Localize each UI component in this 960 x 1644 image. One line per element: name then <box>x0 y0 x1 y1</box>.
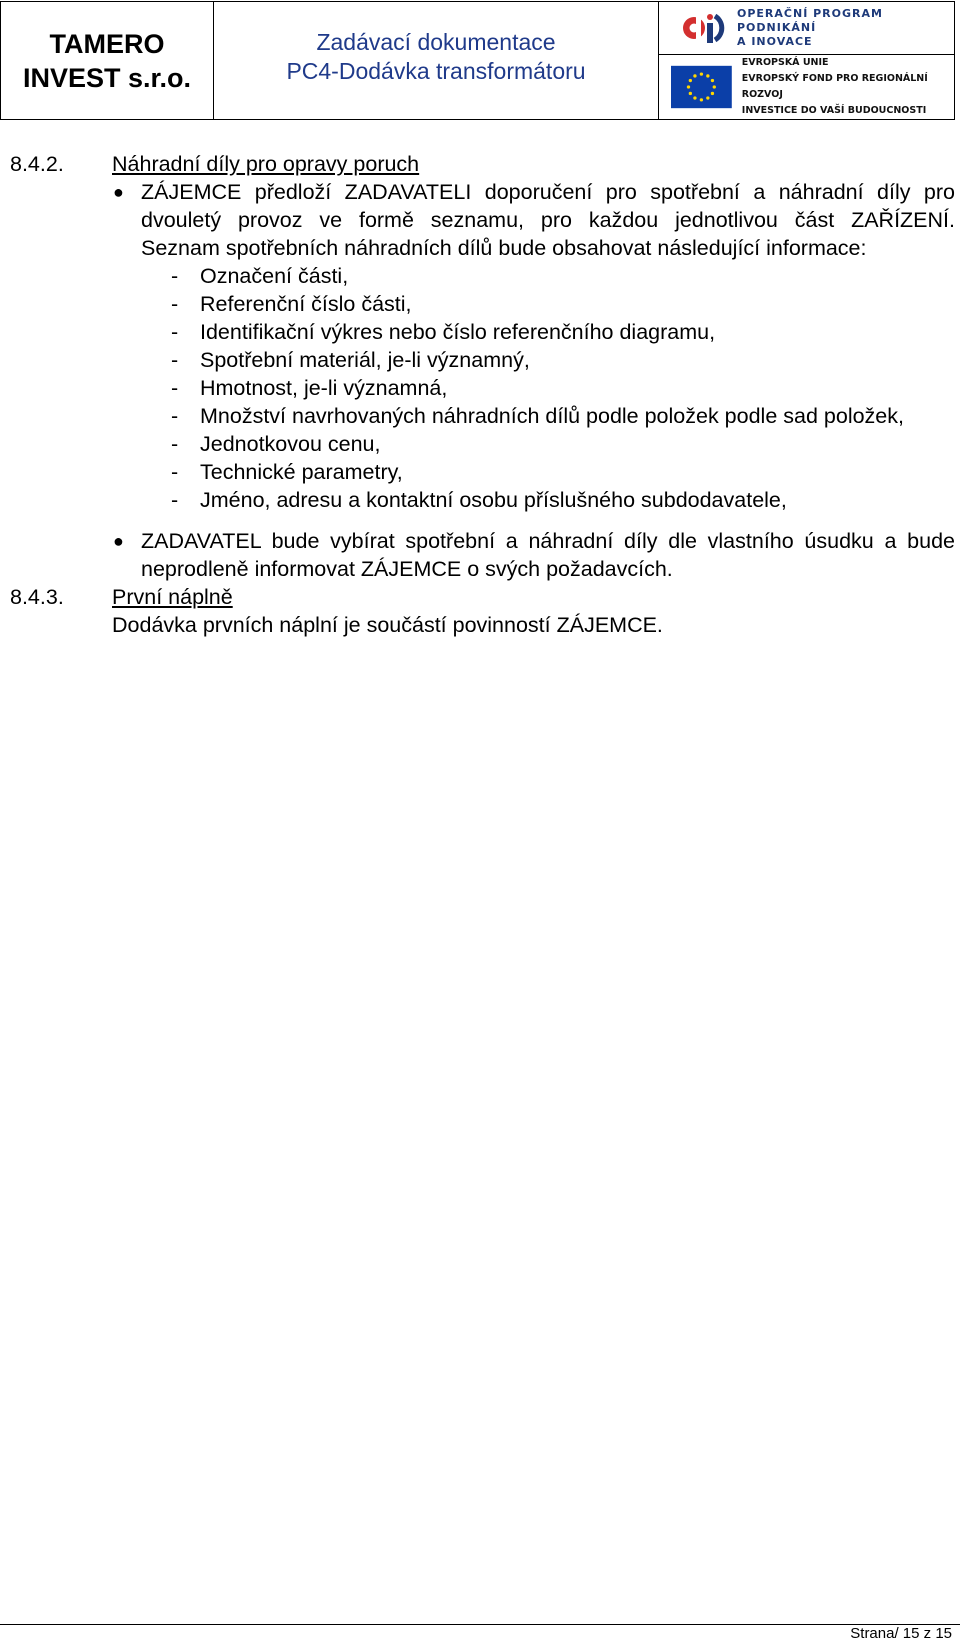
bullet2-line1: ZADAVATEL bude vybírat spotřební a náhradní díly dle vlastního úsudku a bude <box>141 529 955 553</box>
document-title-line2: PC4-Dodávka transformátoru <box>286 57 586 84</box>
section-title-842: Náhradní díly pro opravy poruch <box>112 152 420 176</box>
logos-cell <box>659 2 954 119</box>
eu-line3: INVESTICE DO VAŠÍ BUDOUCNOSTI <box>741 105 927 116</box>
dash-icon: - <box>171 376 179 400</box>
section-number-843: 8.4.3. <box>10 585 64 609</box>
list-item: Spotřební materiál, je-li významný, <box>200 348 530 372</box>
eu-logo <box>659 55 954 119</box>
list-item: Hmotnost, je-li významná, <box>200 376 448 400</box>
company-cell <box>1 2 214 119</box>
company-name-line2: INVEST s.r.o. <box>22 62 192 93</box>
dash-icon: - <box>171 348 179 372</box>
eu-flag-icon <box>671 64 732 110</box>
list-item: Technické parametry, <box>200 460 403 484</box>
section-843-text: Dodávka prvních náplní je součástí povinností ZÁJEMCE. <box>112 613 663 637</box>
bullet-icon: ● <box>113 182 124 202</box>
oppik-line2: PODNIKÁNÍ <box>737 21 817 34</box>
list-item: Označení části, <box>200 264 349 288</box>
eu-line1: EVROPSKÁ UNIE <box>741 57 829 68</box>
dash-icon: - <box>171 320 179 344</box>
document-title-cell <box>214 2 659 119</box>
page-number: Strana/ 15 z 15 <box>850 1625 952 1642</box>
oppik-line1: OPERAČNÍ PROGRAM <box>737 7 883 20</box>
eu-logo-text <box>742 55 954 119</box>
dash-icon: - <box>171 292 179 316</box>
document-title-line1: Zadávací dokumentace <box>316 28 556 55</box>
list-item: Jméno, adresu a kontaktní osobu příslušného subdodavatele, <box>200 488 787 512</box>
dash-icon: - <box>171 404 179 428</box>
footer-divider <box>0 1624 960 1625</box>
list-item: Jednotkovou cenu, <box>200 432 381 456</box>
list-item: Identifikační výkres nebo číslo referenčního diagramu, <box>200 320 716 344</box>
bullet1-line1: ZÁJEMCE předloží ZADAVATELI doporučení pro spotřební a náhradní díly pro <box>141 180 955 204</box>
section-number-842: 8.4.2. <box>10 152 64 176</box>
bullet2-line2: neprodleně informovat ZÁJEMCE o svých požadavcích. <box>141 557 673 581</box>
document-header <box>0 1 955 120</box>
oppik-emblem-icon <box>681 8 725 48</box>
dash-icon: - <box>171 460 179 484</box>
list-item: Množství navrhovaných náhradních dílů podle položek podle sad položek, <box>200 404 904 428</box>
bullet1-line3: Seznam spotřebních náhradních dílů bude obsahovat následující informace: <box>141 236 867 260</box>
oppik-line3: A INOVACE <box>737 35 813 48</box>
bullet-icon: ● <box>113 531 124 551</box>
bullet1-line2: dvouletý provoz ve formě seznamu, pro každou jednotlivou část ZAŘÍZENÍ. <box>141 208 955 232</box>
oppik-logo-text <box>737 7 883 49</box>
list-item: Referenční číslo části, <box>200 292 412 316</box>
dash-icon: - <box>171 264 179 288</box>
dash-icon: - <box>171 432 179 456</box>
oppik-logo <box>659 2 954 55</box>
dash-icon: - <box>171 488 179 512</box>
section-title-843: První náplně <box>112 585 233 609</box>
company-name-line1: TAMERO <box>49 28 165 59</box>
eu-line2: EVROPSKÝ FOND PRO REGIONÁLNÍ ROZVOJ <box>741 73 928 100</box>
